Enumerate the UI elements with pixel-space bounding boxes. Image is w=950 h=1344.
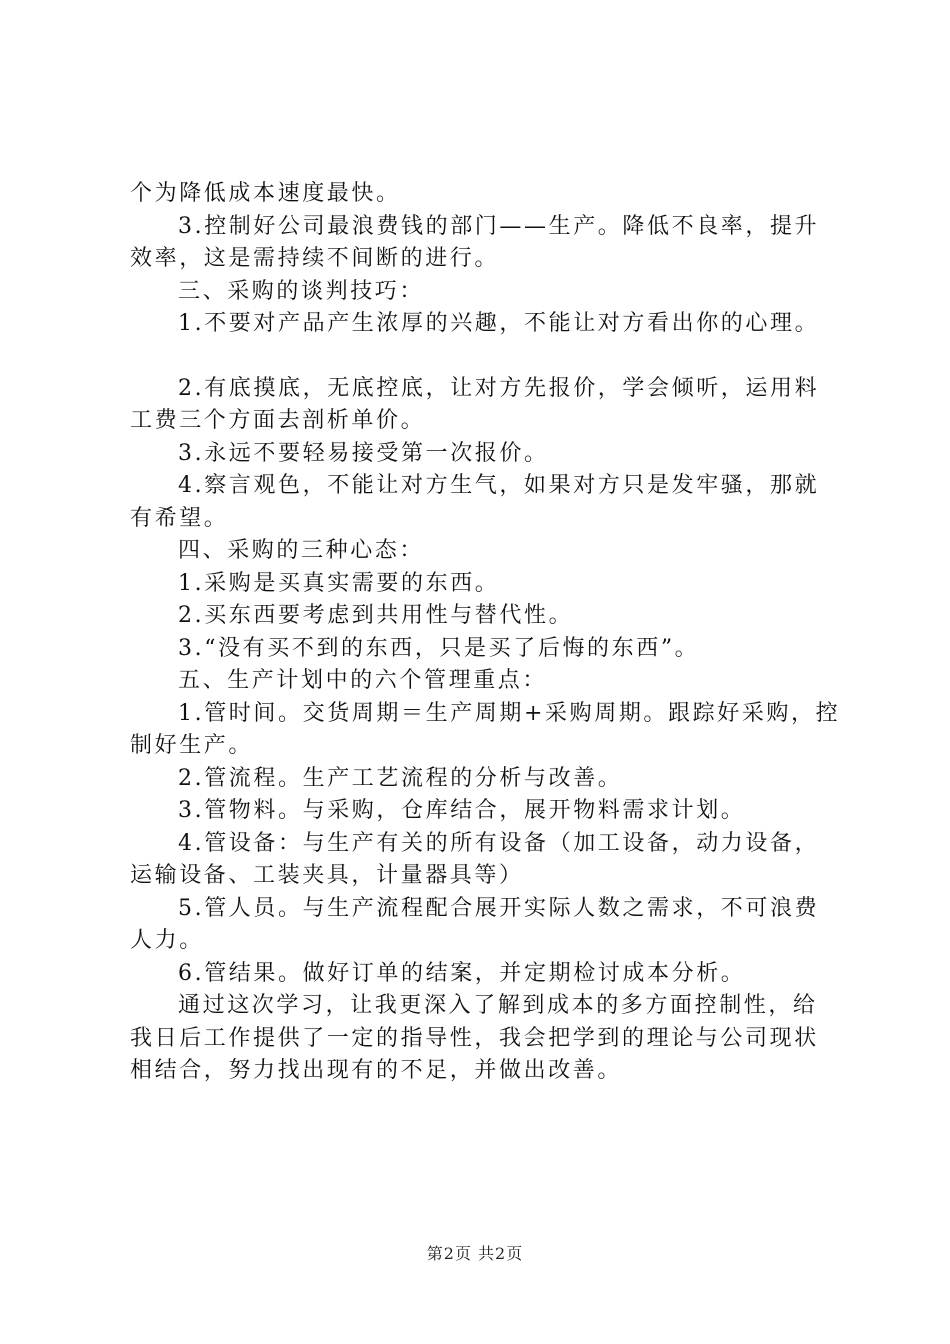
paragraph-plan-6-results: 6.管结果。做好订单的结案，并定期检讨成本分析。	[178, 960, 746, 986]
paragraph-negotiation-2: 2.有底摸底，无底控底，让对方先报价，学会倾听，运用料工费三个方面去剖析单价。	[130, 375, 820, 433]
paragraph-mindset-2: 2.买东西要考虑到共用性与替代性。	[178, 603, 574, 628]
paragraph-plan-5-personnel: 5.管人员。与生产流程配合展开实际人数之需求，不可浪费人力。	[130, 895, 820, 953]
section-heading-negotiation: 三、采购的谈判技巧：	[178, 278, 425, 304]
paragraph-mindset-3: 3.“没有买不到的东西，只是买了后悔的东西”。	[178, 635, 700, 661]
paragraph-plan-4-equipment: 4.管设备：与生产有关的所有设备（加工设备，动力设备，运输设备、工装夹具，计量器具等）	[130, 830, 820, 888]
paragraph-point-3-production: 3.控制好公司最浪费钱的部门——生产。降低不良率，提升效率，这是需持续不间断的进行。	[130, 213, 820, 271]
paragraph-conclusion: 通过这次学习，让我更深入了解到成本的多方面控制性，给我日后工作提供了一定的指导性，我会把学到的理论与公司现状相结合，努力找出现有的不足，并做出改善。	[130, 993, 819, 1083]
paragraph-negotiation-3: 3.永远不要轻易接受第一次报价。	[178, 440, 549, 466]
document-body	[130, 178, 842, 1088]
paragraph-negotiation-1: 1.不要对产品产生浓厚的兴趣，不能让对方看出你的心理。	[178, 311, 820, 336]
section-heading-mindsets: 四、采购的三种心态：	[178, 538, 425, 563]
paragraph-negotiation-4: 4.察言观色，不能让对方生气，如果对方只是发牢骚，那就有希望。	[130, 473, 820, 531]
page-number-footer: 第2页 共2页	[426, 1244, 524, 1263]
paragraph-mindset-1: 1.采购是买真实需要的东西。	[178, 570, 500, 596]
paragraph-plan-1-time: 1.管时间。交货周期＝生产周期+采购周期。跟踪好采购，控制好生产。	[130, 700, 841, 758]
section-heading-production-plan: 五、生产计划中的六个管理重点：	[178, 668, 548, 693]
paragraph-plan-2-process: 2.管流程。生产工艺流程的分析与改善。	[178, 765, 623, 791]
paragraph-continuation: 个为降低成本速度最快。	[130, 181, 401, 206]
paragraph-plan-3-materials: 3.管物料。与采购，仓库结合，展开物料需求计划。	[178, 798, 746, 823]
